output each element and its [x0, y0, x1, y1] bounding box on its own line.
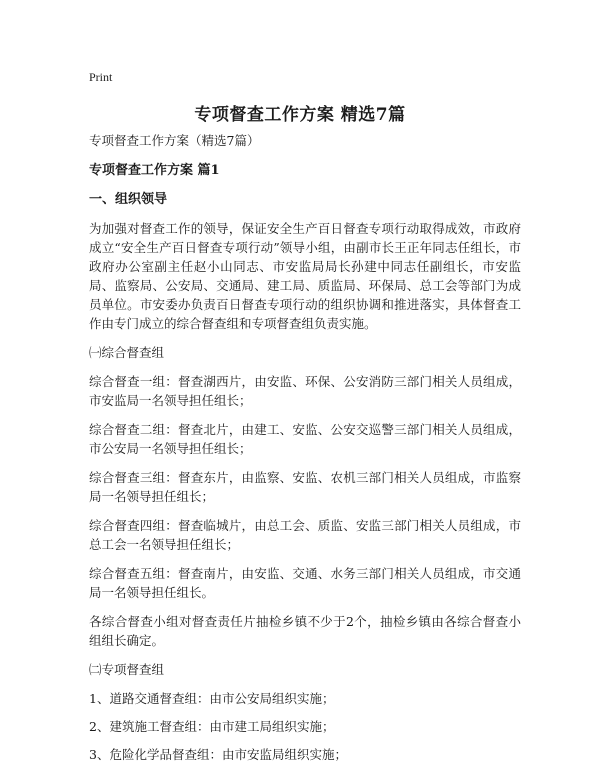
intro-paragraph: 为加强对督查工作的领导，保证安全生产百日督查专项行动取得成效，市政府成立“安全生产百日督查专项行动”领导小组，由副市长王正年同志任组长，市政府办公室副主任赵小山同志、市安监局局长孙建中同志任副组长，市安监局、监察局、公安局、交通局、建工局、质监局、环保局、总工会等部门为成员单位。市安委办负责百日督查专项行动的组织协调和推进落实，具体督查工作由专门成立的综合督查组和专项督查组负责实施。	[89, 221, 521, 331]
sub-heading-comprehensive: ㈠综合督查组	[89, 345, 165, 360]
list-item: 综合督查三组：督查东片，由监察、安监、农机三部门相关人员组成，市监察局一名领导担任组长；	[89, 470, 521, 504]
list-item: 3、危险化学品督查组：由市安监局组织实施；	[89, 747, 347, 762]
print-link[interactable]: Print	[89, 70, 113, 84]
sub-heading-special: ㈡专项督查组	[89, 662, 165, 677]
list-item: 综合督查二组：督查北片，由建工、安监、公安交巡警三部门相关人员组成，市公安局一名领导担任组长；	[89, 422, 521, 456]
list-item: 综合督查四组：督查临城片，由总工会、质监、安监三部门相关人员组成，市总工会一名领导担任组长；	[89, 518, 521, 552]
subtitle: 专项督查工作方案（精选7篇）	[89, 133, 260, 148]
groups-note: 各综合督查小组对督查责任片抽检乡镇不少于2个，抽检乡镇由各综合督查小组组长确定。	[89, 614, 521, 648]
page-title: 专项督查工作方案 精选7篇	[194, 105, 406, 125]
heading-organization: 一、组织领导	[89, 192, 168, 207]
list-item: 综合督查一组：督查湖西片，由安监、环保、公安消防三部门相关人员组成，市安监局一名领导担任组长；	[89, 374, 521, 408]
section-heading: 专项督查工作方案 篇1	[89, 163, 220, 178]
list-item: 2、建筑施工督查组：由市建工局组织实施；	[89, 719, 335, 734]
document-body	[89, 131, 521, 773]
list-item: 1、道路交通督查组：由市公安局组织实施；	[89, 691, 335, 706]
list-item: 综合督查五组：督查南片，由安监、交通、水务三部门相关人员组成，市交通局一名领导担任组长。	[89, 566, 521, 600]
